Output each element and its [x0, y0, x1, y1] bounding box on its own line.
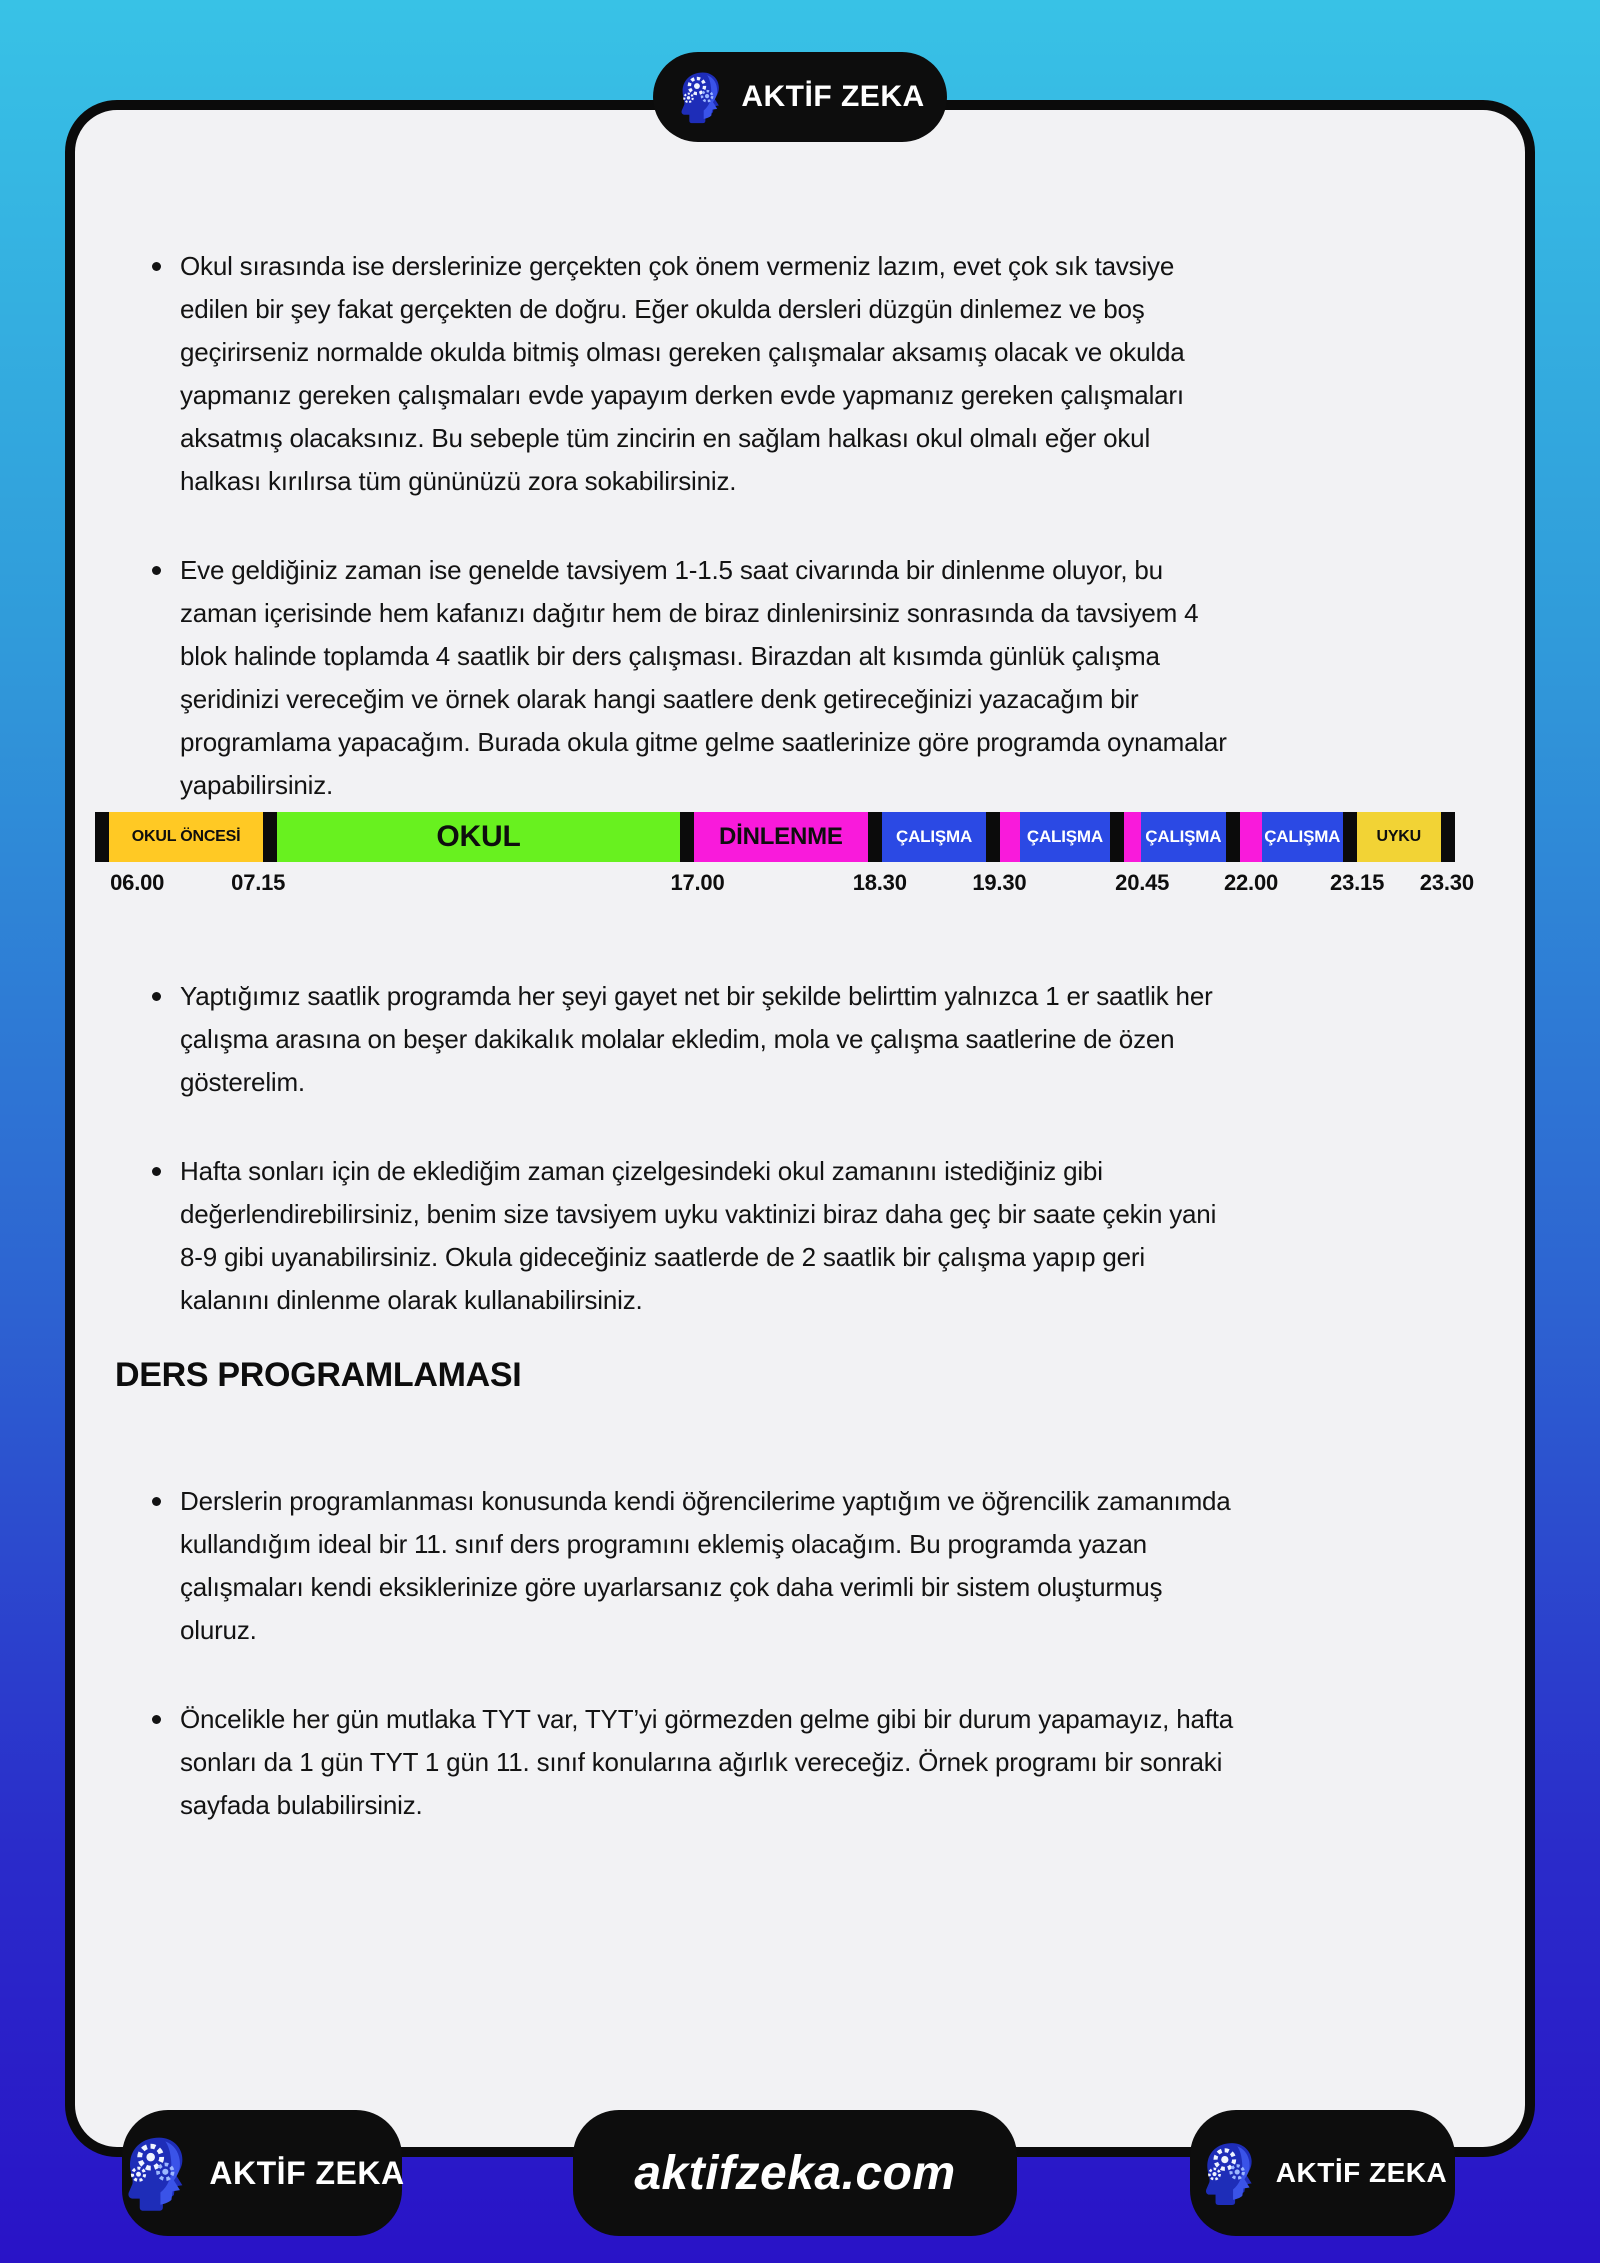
- daily-schedule-chart: [95, 812, 1474, 900]
- page-card: [65, 100, 1535, 2157]
- bar-divider: [868, 812, 882, 862]
- schedule-bar: [95, 812, 1455, 862]
- schedule-time-ticks: [95, 870, 1474, 900]
- time-tick-label: 19.30: [972, 870, 1027, 895]
- bar-divider: [986, 812, 1000, 862]
- time-tick-label: 07.15: [231, 870, 286, 895]
- schedule-segment-çalişma: ÇALIŞMA: [1141, 812, 1227, 862]
- schedule-segment-break: [1124, 812, 1141, 862]
- bar-divider: [1110, 812, 1124, 862]
- brand-head-icon: [1198, 2140, 1264, 2206]
- brand-name: AKTİF ZEKA: [741, 80, 925, 113]
- schedule-segment-okul: OKUL: [277, 812, 680, 862]
- time-tick-label: 20.45: [1115, 870, 1170, 895]
- schedule-segment-di̇nlenme: DİNLENME: [694, 812, 868, 862]
- time-tick-label: 23.30: [1419, 870, 1474, 895]
- time-tick-label: 17.00: [670, 870, 725, 895]
- bullet-list-mid: [150, 975, 1235, 1368]
- bullet-item: Derslerin programlanması konusunda kendi öğrencilerime yaptığım ve öğrencilik zamanımda kullandığım ideal bir 11. sınıf ders programını eklemiş olacağım. Bu programda yazan çalışmaları kendi eksiklerinize göre uyarlarsanız çok daha verimli bir sistem oluşturmuş oluruz.: [150, 1480, 1235, 1652]
- brand-badge-footer-left: [122, 2110, 405, 2236]
- bar-divider: [680, 812, 694, 862]
- brand-head-icon: [675, 70, 729, 124]
- schedule-segment-break: [1000, 812, 1020, 862]
- schedule-segment-break: [1240, 812, 1262, 862]
- bullet-list-top: [150, 245, 1235, 853]
- bar-divider: [1226, 812, 1240, 862]
- brand-name: AKTİF ZEKA: [209, 2154, 405, 2191]
- time-tick-label: 18.30: [852, 870, 907, 895]
- schedule-segment-çalişma: ÇALIŞMA: [1262, 812, 1343, 862]
- bullet-item: Eve geldiğiniz zaman ise genelde tavsiyem 1-1.5 saat civarında bir dinlenme oluyor, bu zaman içerisinde hem kafanızı dağıtır hem de biraz dinlenirsiniz sonrasında da tavsiyem 4 blok halinde toplamda 4 saatlik bir ders çalışması. Birazdan alt kısımda günlük çalışma şeridinizi vereceğim ve örnek olarak hangi saatlere denk getireceğinizi yazacağım bir programlama yapacağım. Burada okula gitme gelme saatlerinize göre programda oynamalar yapabilirsiniz.: [150, 549, 1235, 807]
- bar-divider: [95, 812, 109, 862]
- schedule-segment-çalişma: ÇALIŞMA: [1020, 812, 1110, 862]
- website-badge[interactable]: [573, 2110, 1017, 2236]
- bar-divider: [1343, 812, 1357, 862]
- bullet-item: Okul sırasında ise derslerinize gerçekten çok önem vermeniz lazım, evet çok sık tavsiye edilen bir şey fakat gerçekten de doğru. Eğer okulda dersleri düzgün dinlemez ve boş geçirirseniz normalde okulda bitmiş olması gereken çalışmalar aksamış olacak ve okulda yapmanız gereken çalışmaları evde yapayım derken evde yapmanız gereken çalışmaları aksatmış olacaksınız. Bu sebeple tüm zincirin en sağlam halkası okul olmalı eğer okul halkası kırılırsa tüm gününüzü zora sokabilirsiniz.: [150, 245, 1235, 503]
- time-tick-label: 22.00: [1223, 870, 1279, 895]
- brand-name: AKTİF ZEKA: [1275, 2157, 1448, 2188]
- schedule-segment-uyku: UYKU: [1357, 812, 1442, 862]
- schedule-segment-okul-öncesi̇: OKUL ÖNCESİ: [109, 812, 263, 862]
- section-heading: DERS PROGRAMLAMASI: [115, 1356, 522, 1394]
- website-url[interactable]: aktifzeka.com: [634, 2146, 956, 2200]
- bullet-list-bottom: [150, 1480, 1235, 1873]
- bar-divider: [1441, 812, 1455, 862]
- brand-badge-top: [653, 52, 947, 142]
- brand-head-icon: [119, 2134, 197, 2212]
- bullet-item: Yaptığımız saatlik programda her şeyi gayet net bir şekilde belirttim yalnızca 1 er saatlik her çalışma arasına on beşer dakikalık molalar ekledim, mola ve çalışma saatlerine de özen gösterelim.: [150, 975, 1235, 1104]
- brand-badge-footer-right: [1190, 2110, 1455, 2236]
- bullet-item: Hafta sonları için de eklediğim zaman çizelgesindeki okul zamanını istediğiniz gibi değerlendirebilirsiniz, benim size tavsiyem uyku vaktinizi biraz daha geç bir saate çekin yani 8-9 gibi uyanabilirsiniz. Okula gideceğiniz saatlerde de 2 saatlik bir çalışma yapıp geri kalanını dinlenme olarak kullanabilirsiniz.: [150, 1150, 1235, 1322]
- time-tick-label: 06.00: [110, 870, 165, 895]
- bullet-item: Öncelikle her gün mutlaka TYT var, TYT’yi görmezden gelme gibi bir durum yapamayız, hafta sonları da 1 gün TYT 1 gün 11. sınıf konularına ağırlık vereceğiz. Örnek programı bir sonraki sayfada bulabilirsiniz.: [150, 1698, 1235, 1827]
- schedule-segment-çalişma: ÇALIŞMA: [882, 812, 986, 862]
- time-tick-label: 23.15: [1330, 870, 1385, 895]
- bar-divider: [263, 812, 277, 862]
